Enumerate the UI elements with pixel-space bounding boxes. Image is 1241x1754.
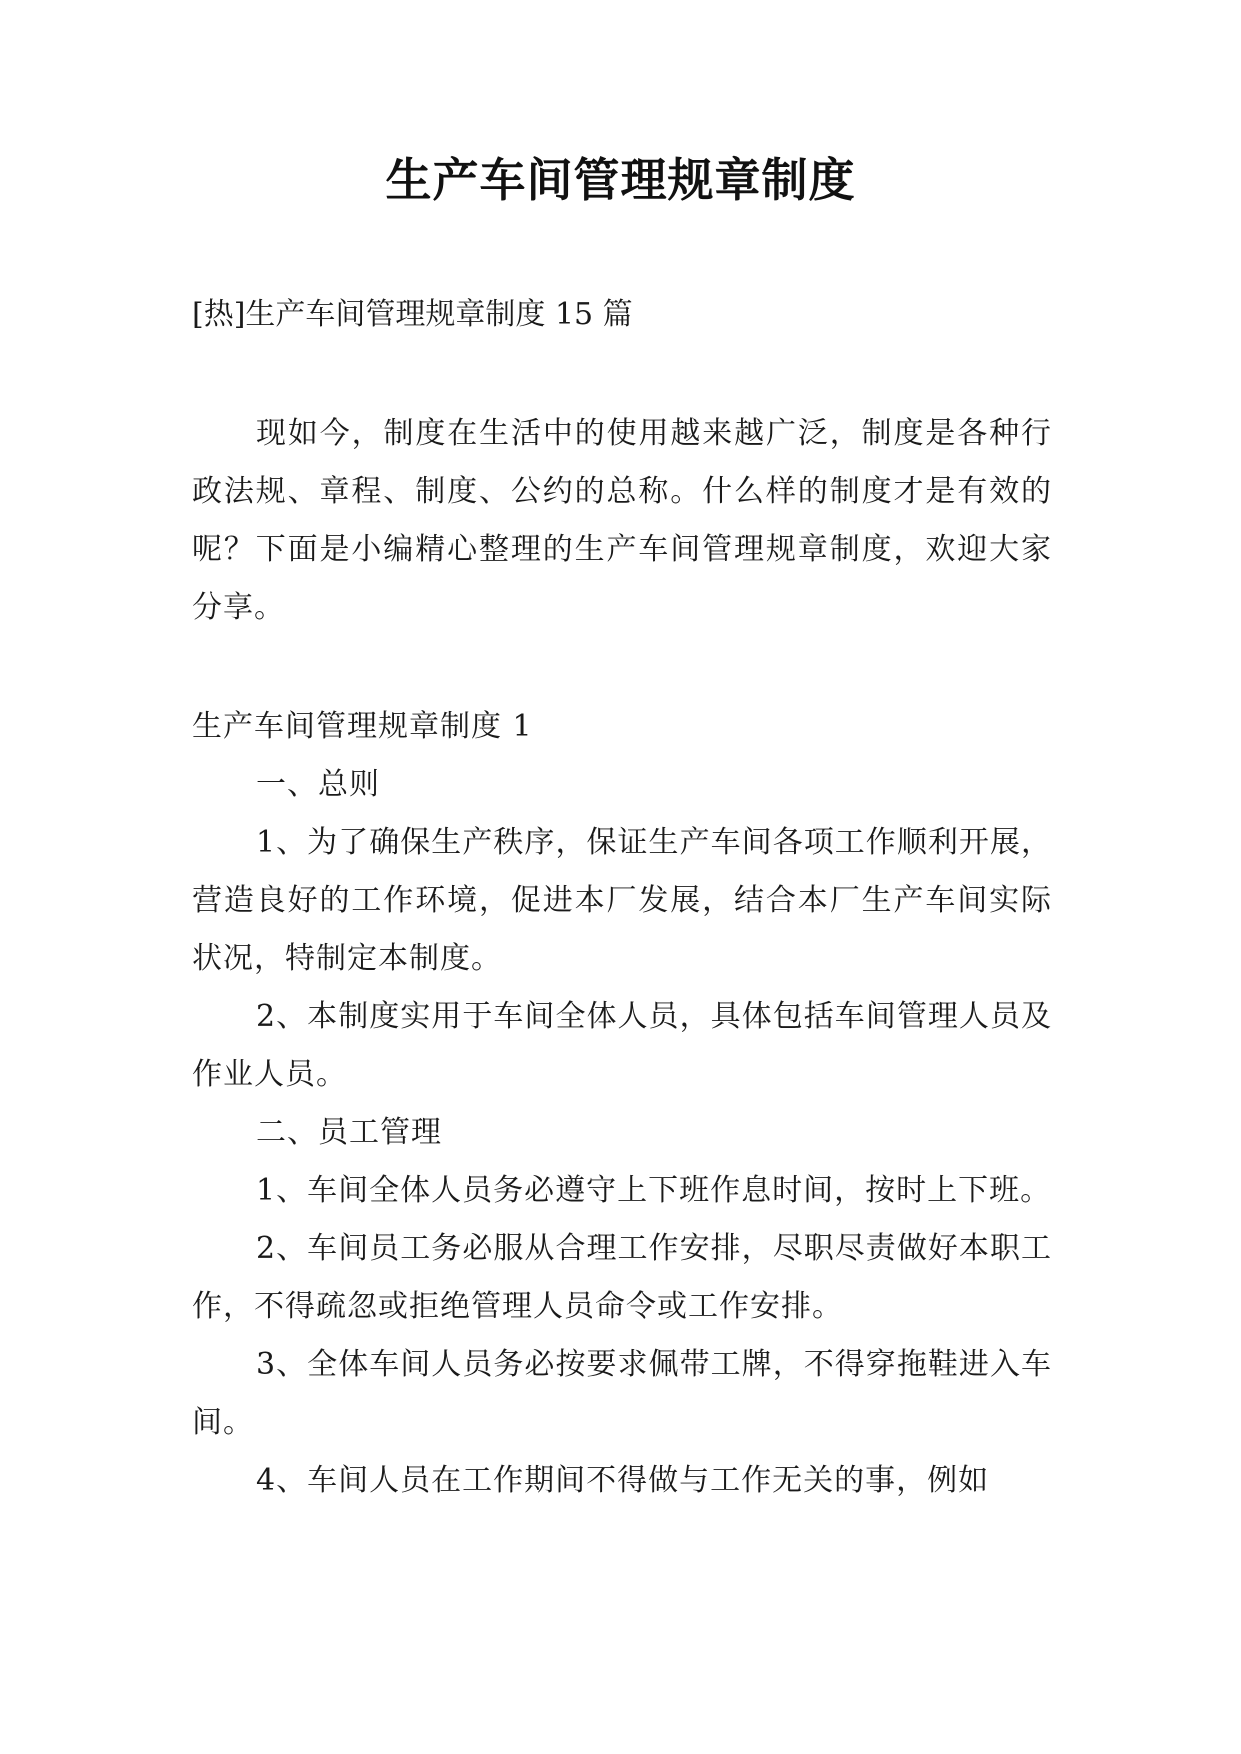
intro-block bbox=[192, 405, 1052, 637]
document-subtitle: [热]生产车间管理规章制度 15 篇 bbox=[192, 297, 633, 332]
document-title: 生产车间管理规章制度 bbox=[385, 153, 856, 207]
section-heading-general: 一、总则 bbox=[256, 767, 380, 802]
paragraph: 1、为了确保生产秩序，保证生产车间各项工作顺利开展，营造良好的工作环境，促进本厂发展，结合本厂生产车间实际状况，特制定本制度。 bbox=[192, 825, 1052, 976]
paragraph: 3、全体车间人员务必按要求佩带工牌，不得穿拖鞋进入车间。 bbox=[192, 1347, 1052, 1440]
paragraph: 4、车间人员在工作期间不得做与工作无关的事，例如 bbox=[256, 1463, 990, 1498]
paragraph: 2、本制度实用于车间全体人员，具体包括车间管理人员及作业人员。 bbox=[192, 999, 1052, 1092]
intro-paragraph: 现如今，制度在生活中的使用越来越广泛，制度是各种行政法规、章程、制度、公约的总称。什么样的制度才是有效的呢？下面是小编精心整理的生产车间管理规章制度，欢迎大家分享。 bbox=[192, 416, 1052, 625]
section-heading-staff: 二、员工管理 bbox=[256, 1115, 442, 1150]
section-heading: 生产车间管理规章制度 1 bbox=[192, 709, 533, 744]
section-1 bbox=[192, 698, 1052, 1510]
paragraph: 2、车间员工务必服从合理工作安排，尽职尽责做好本职工作，不得疏忽或拒绝管理人员命令或工作安排。 bbox=[192, 1231, 1052, 1324]
paragraph: 1、车间全体人员务必遵守上下班作息时间，按时上下班。 bbox=[256, 1173, 1052, 1208]
